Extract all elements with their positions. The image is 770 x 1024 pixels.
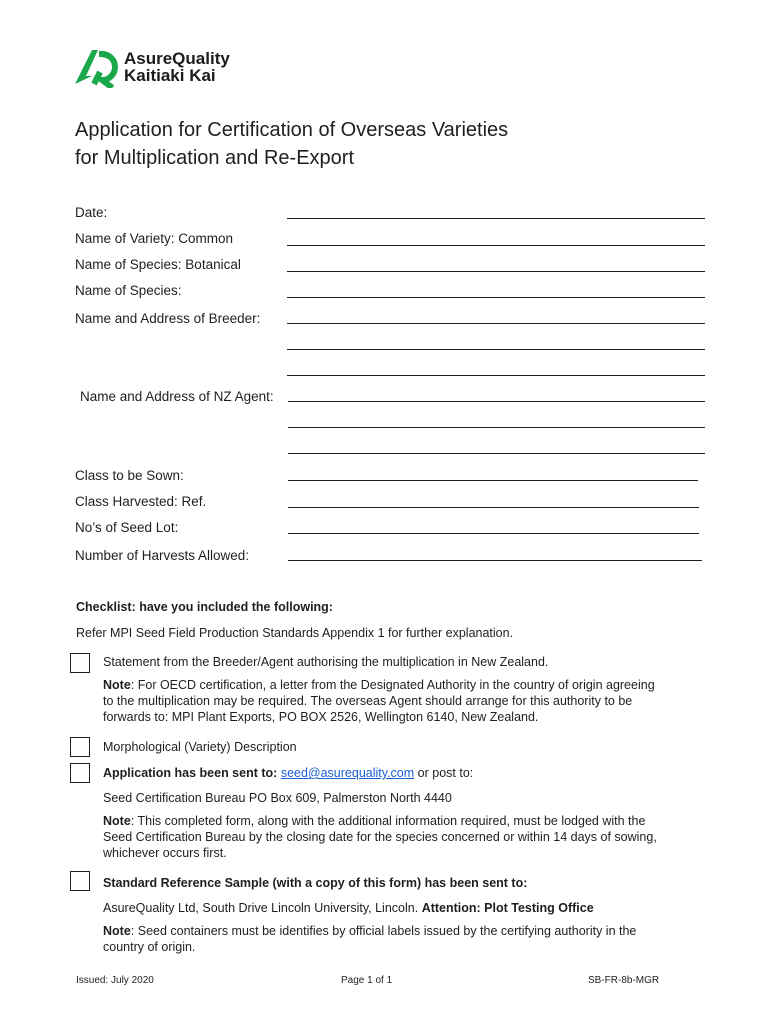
- date-input-line[interactable]: [287, 218, 705, 219]
- class-sown-input-line[interactable]: [288, 480, 698, 481]
- variety-common-input-line[interactable]: [287, 245, 705, 246]
- item4-note-line2: country of origin.: [103, 940, 196, 954]
- item-breeder-note: [103, 677, 713, 725]
- item1-note-line3: forwards to: MPI Plant Exports, PO BOX 2526, Wellington 6140, New Zealand.: [103, 710, 539, 724]
- checkbox-reference-sample[interactable]: [70, 871, 90, 891]
- breeder-input-line-2[interactable]: [287, 349, 705, 350]
- breeder-input-line-1[interactable]: [287, 323, 705, 324]
- page-title: [75, 116, 508, 172]
- field-label-species: Name of Species:: [75, 283, 182, 298]
- note-label: Note: [103, 678, 131, 692]
- item-reference-sample: Standard Reference Sample (with a copy of this form) has been sent to:: [103, 876, 528, 890]
- class-harvested-input-line[interactable]: [288, 507, 699, 508]
- checklist-heading: Checklist: have you included the following:: [76, 600, 333, 614]
- nz-agent-input-line-2[interactable]: [288, 427, 705, 428]
- field-label-variety-common: Name of Variety: Common: [75, 231, 234, 246]
- field-label-class-sown: Class to be Sown:: [75, 468, 184, 483]
- email-link[interactable]: seed@asurequality.com: [280, 766, 415, 780]
- item3-note-line1: : This completed form, along with the additional information required, must be lodged with the: [130, 814, 646, 828]
- title-line2: for Multiplication and Re-Export: [75, 147, 355, 169]
- field-label-date: Date:: [75, 205, 108, 220]
- brand-line2: Kaitiaki Kai: [124, 66, 216, 85]
- item3-note-line2: Seed Certification Bureau by the closing date for the species concerned or within 14 days of sowing,: [103, 830, 657, 844]
- asurequality-logo-icon: [72, 44, 122, 88]
- note-label: Note: [103, 924, 131, 938]
- item3-note-line3: whichever occurs first.: [103, 846, 227, 860]
- item-application-sent: [103, 765, 473, 781]
- item4-attention: Attention: Plot Testing Office: [421, 901, 594, 915]
- item3-bold-text: Application has been sent to:: [103, 766, 278, 780]
- item-breeder-statement: Statement from the Breeder/Agent authorising the multiplication in New Zealand.: [103, 655, 549, 669]
- footer-issued: Issued: July 2020: [76, 975, 154, 986]
- item-morphological: Morphological (Variety) Description: [103, 740, 297, 754]
- nz-agent-input-line-3[interactable]: [288, 453, 705, 454]
- item3-note: [103, 813, 718, 861]
- checkbox-application-sent[interactable]: [70, 763, 90, 783]
- item4-note-line1: : Seed containers must be identifies by official labels issued by the certifying authority in the: [130, 924, 637, 938]
- brand-line1: AsureQuality: [124, 49, 230, 68]
- seed-lot-input-line[interactable]: [288, 533, 699, 534]
- checklist-refer-text: Refer MPI Seed Field Production Standards Appendix 1 for further explanation.: [76, 626, 514, 640]
- item1-note-line2: to the multiplication may be required. The overseas Agent should arrange for this authority to be: [103, 694, 633, 708]
- field-label-harvests-allowed: Number of Harvests Allowed:: [75, 548, 250, 563]
- species-input-line[interactable]: [287, 297, 705, 298]
- title-line1: Application for Certification of Overseas Varieties: [75, 119, 509, 141]
- item3-tail-text: or post to:: [417, 766, 474, 780]
- field-label-breeder: Name and Address of Breeder:: [75, 311, 261, 326]
- nz-agent-input-line-1[interactable]: [288, 401, 705, 402]
- field-label-seed-lot: No’s of Seed Lot:: [75, 520, 179, 535]
- brand-name: [124, 50, 230, 84]
- note-label: Note: [103, 814, 131, 828]
- field-label-nz-agent: Name and Address of NZ Agent:: [80, 389, 274, 404]
- field-label-class-harvested: Class Harvested: Ref.: [75, 494, 207, 509]
- item4-note: [103, 923, 718, 955]
- checkbox-morphological[interactable]: [70, 737, 90, 757]
- item3-address: Seed Certification Bureau PO Box 609, Palmerston North 4440: [103, 791, 452, 805]
- item1-note-line1: : For OECD certification, a letter from the Designated Authority in the country of origin agreeing: [130, 678, 655, 692]
- species-botanical-input-line[interactable]: [287, 271, 705, 272]
- item4-address: AsureQuality Ltd, South Drive Lincoln University, Lincoln.: [103, 901, 419, 915]
- item4-address-line: [103, 900, 594, 916]
- footer-page-number: Page 1 of 1: [341, 975, 393, 986]
- harvests-allowed-input-line[interactable]: [288, 560, 702, 561]
- breeder-input-line-3[interactable]: [287, 375, 705, 376]
- checkbox-breeder-statement[interactable]: [70, 653, 90, 673]
- footer-doc-code: SB-FR-8b-MGR: [588, 975, 660, 986]
- field-label-species-botanical: Name of Species: Botanical: [75, 257, 241, 272]
